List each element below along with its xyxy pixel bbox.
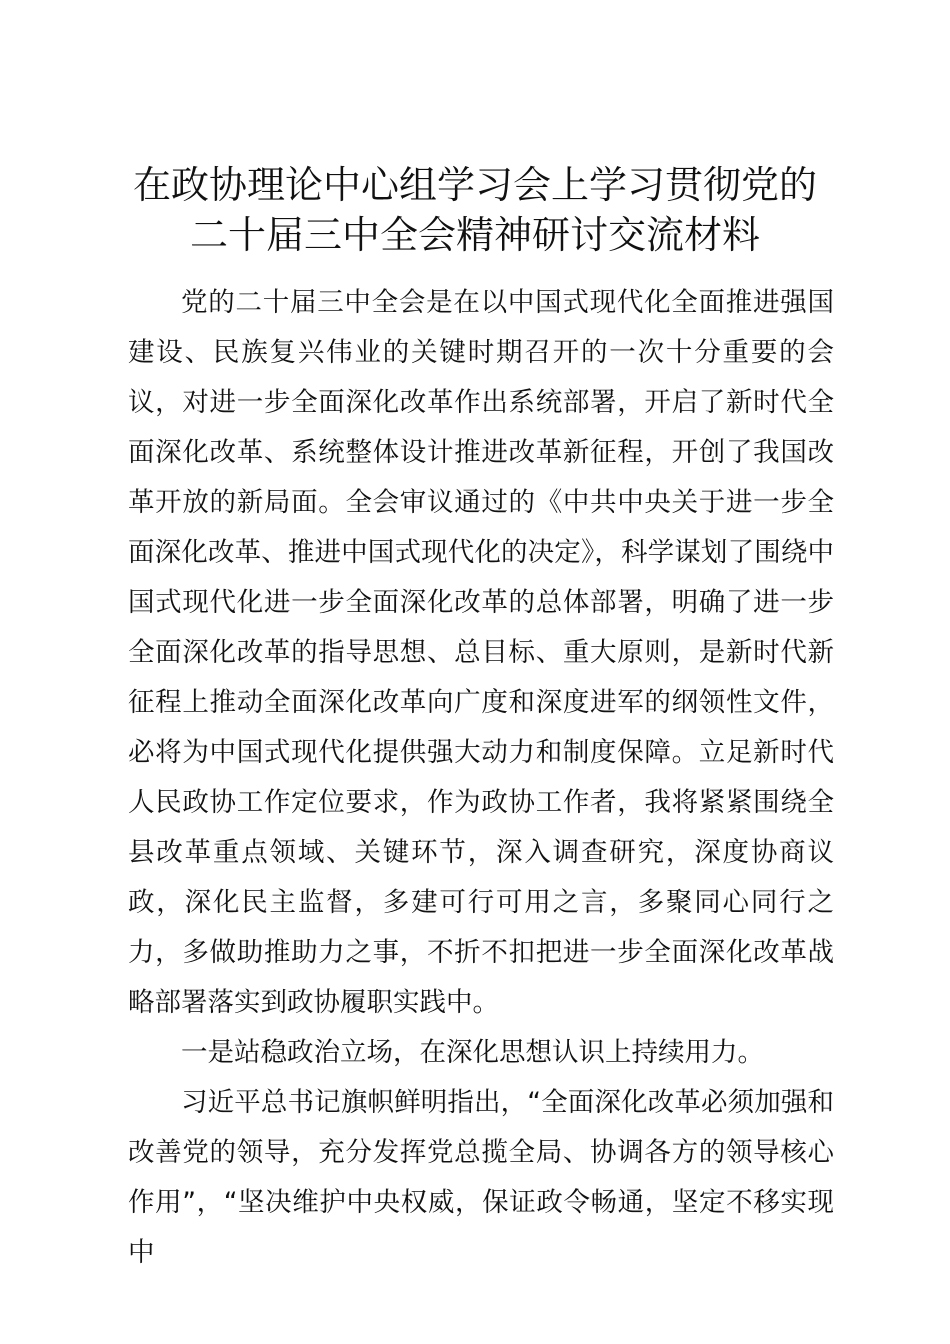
paragraph-quote: 习近平总书记旗帜鲜明指出，“全面深化改革必须加强和改善党的领导，充分发挥党总揽全局、协调各方的领导核心作用”，“坚决维护中央权威，保证政令畅通，坚定不移实现中	[128, 1087, 834, 1268]
paragraph-intro: 党的二十届三中全会是在以中国式现代化全面推进强国建设、民族复兴伟业的关键时期召开的一次十分重要的会议，对进一步全面深化改革作出系统部署，开启了新时代全面深化改革、系统整体设计推进改革新征程，开创了我国改革开放的新局面。全会审议通过的《中共中央关于进一步全面深化改革、推进中国式现代化的决定》，科学谋划了围绕中国式现代化进一步全面深化改革的总体部署，明确了进一步全面深化改革的指导思想、总目标、重大原则，是新时代新征程上推动全面深化改革向广度和深度进军的纲领性文件，必将为中国式现代化提供强大动力和制度保障。立足新时代人民政协工作定位要求，作为政协工作者，我将紧紧围绕全县改革重点领域、关键环节，深入调查研究，深度协商议政，深化民主监督，多建可行可用之言，多聚同心同行之力，多做助推助力之事，不折不扣把进一步全面深化改革战略部署落实到政协履职实践中。	[128, 287, 834, 1018]
document-title: 在政协理论中心组学习会上学习贯彻党的二十届三中全会精神研讨交流材料	[132, 163, 817, 257]
paragraph-section-heading: 一是站稳政治立场，在深化思想认识上持续用力。	[181, 1037, 764, 1068]
document-body	[128, 278, 834, 1278]
